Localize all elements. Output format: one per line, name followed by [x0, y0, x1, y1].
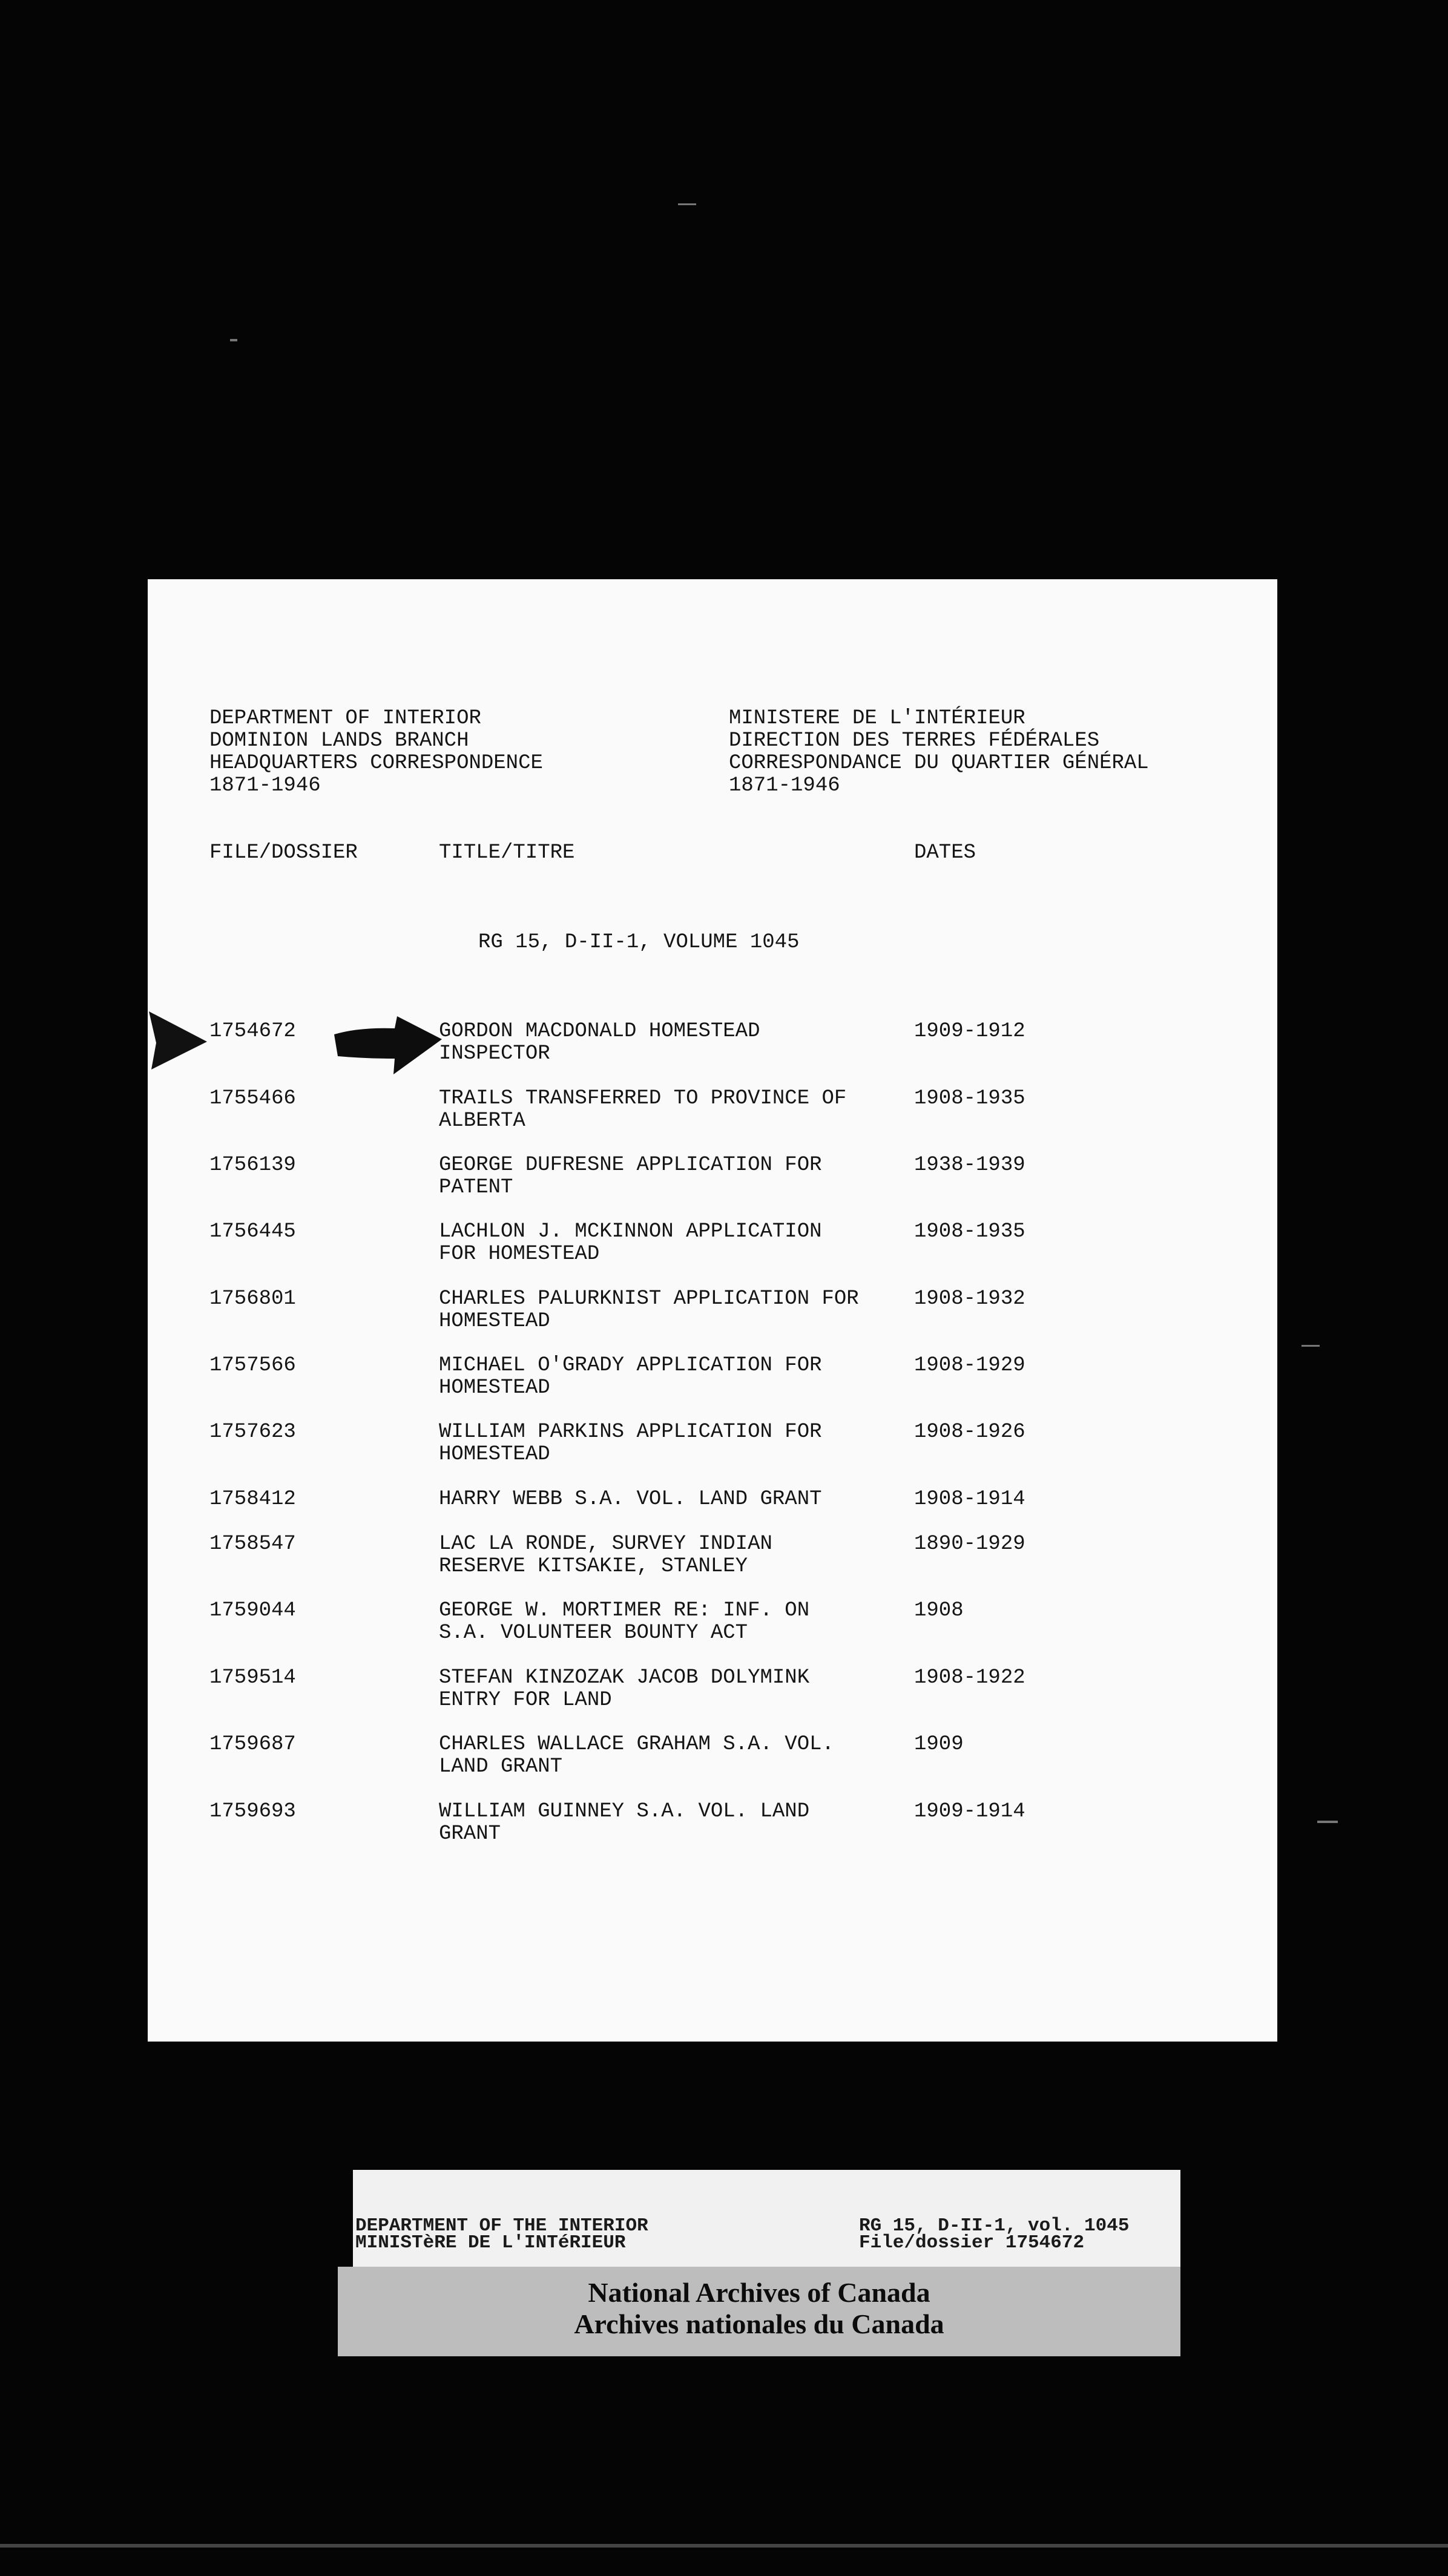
pointer-arrow-icon	[334, 1016, 443, 1077]
file-number: 1754672	[209, 1020, 296, 1043]
file-title	[439, 1154, 899, 1199]
file-number: 1758412	[209, 1488, 296, 1511]
file-dates: 1938-1939	[914, 1154, 1025, 1177]
film-speck	[678, 203, 696, 205]
file-title-line: LAND GRANT	[439, 1755, 563, 1778]
file-title	[439, 1733, 899, 1778]
document-page	[148, 579, 1277, 2042]
file-title	[439, 1533, 899, 1578]
file-number: 1758547	[209, 1533, 296, 1556]
file-title-line: S.A. VOLUNTEER BOUNTY ACT	[439, 1622, 748, 1644]
header-line: 1871-1946	[729, 774, 840, 797]
file-title-line: GORDON MACDONALD HOMESTEAD	[439, 1020, 760, 1043]
header-line: HEADQUARTERS CORRESPONDENCE	[209, 752, 543, 775]
column-header-title: TITLE/TITRE	[439, 841, 575, 864]
file-dates: 1908	[914, 1599, 964, 1622]
file-title-line: LAC LA RONDE, SURVEY INDIAN	[439, 1533, 772, 1556]
file-number: 1759687	[209, 1733, 296, 1756]
file-title	[439, 1355, 899, 1399]
archives-stamp	[338, 2267, 1180, 2356]
file-title-line: LACHLON J. MCKINNON APPLICATION	[439, 1220, 822, 1243]
header-line: DEPARTMENT OF INTERIOR	[209, 707, 481, 730]
file-number: 1756445	[209, 1220, 296, 1243]
label-department-en: DEPARTMENT OF THE INTERIOR	[355, 2215, 648, 2236]
file-title	[439, 1801, 899, 1845]
file-number: 1756139	[209, 1154, 296, 1177]
file-number: 1759514	[209, 1666, 296, 1689]
file-title	[439, 1488, 899, 1511]
archives-name-fr: Archives nationales du Canada	[574, 2308, 944, 2339]
file-title-line: HOMESTEAD	[439, 1443, 550, 1466]
header-french	[729, 708, 1149, 797]
file-title	[439, 1020, 899, 1065]
file-dates: 1909-1912	[914, 1020, 1025, 1043]
label-department-fr: MINISTèRE DE L'INTéRIEUR	[355, 2232, 626, 2253]
file-title-line: ENTRY FOR LAND	[439, 1689, 612, 1712]
file-title-line: CHARLES WALLACE GRAHAM S.A. VOL.	[439, 1733, 834, 1756]
file-title	[439, 1667, 899, 1712]
file-dates: 1908-1932	[914, 1287, 1025, 1310]
label-file-number: File/dossier 1754672	[859, 2232, 1085, 2253]
file-dates: 1890-1929	[914, 1533, 1025, 1556]
file-number: 1756801	[209, 1287, 296, 1310]
file-number: 1757566	[209, 1354, 296, 1377]
label-reference: RG 15, D-II-1, vol. 1045	[859, 2215, 1130, 2236]
file-title-line: INSPECTOR	[439, 1042, 550, 1065]
file-title-line: CHARLES PALURKNIST APPLICATION FOR	[439, 1287, 859, 1310]
file-number: 1759044	[209, 1599, 296, 1622]
film-speck	[230, 339, 237, 341]
file-title	[439, 1221, 899, 1266]
archives-name-en: National Archives of Canada	[588, 2277, 930, 2308]
column-header-file: FILE/DOSSIER	[209, 841, 358, 864]
header-line: CORRESPONDANCE DU QUARTIER GÉNÉRAL	[729, 752, 1149, 775]
file-title-line: GEORGE DUFRESNE APPLICATION FOR	[439, 1154, 822, 1177]
header-line: DOMINION LANDS BRANCH	[209, 729, 469, 752]
file-number: 1759693	[209, 1800, 296, 1823]
file-title-line: HOMESTEAD	[439, 1376, 550, 1399]
file-number: 1755466	[209, 1087, 296, 1110]
film-speck	[1317, 1821, 1338, 1823]
file-title-line: PATENT	[439, 1176, 513, 1199]
file-title-line: WILLIAM GUINNEY S.A. VOL. LAND	[439, 1800, 810, 1823]
header-english	[209, 708, 543, 797]
file-number: 1757623	[209, 1421, 296, 1444]
file-title-line: TRAILS TRANSFERRED TO PROVINCE OF	[439, 1087, 847, 1110]
file-title-line: HOMESTEAD	[439, 1310, 550, 1333]
file-title	[439, 1421, 899, 1466]
file-dates: 1908-1929	[914, 1354, 1025, 1377]
file-dates: 1908-1926	[914, 1421, 1025, 1444]
file-title-line: MICHAEL O'GRADY APPLICATION FOR	[439, 1354, 822, 1377]
header-line: 1871-1946	[209, 774, 321, 797]
file-dates: 1908-1935	[914, 1220, 1025, 1243]
file-dates: 1909-1914	[914, 1800, 1025, 1823]
file-title-line: ALBERTA	[439, 1109, 525, 1132]
file-title-line: STEFAN KINZOZAK JACOB DOLYMINK	[439, 1666, 810, 1689]
file-dates: 1908-1922	[914, 1666, 1025, 1689]
file-title	[439, 1288, 899, 1333]
film-speck	[1302, 1345, 1320, 1347]
file-title-line: FOR HOMESTEAD	[439, 1243, 600, 1266]
file-dates: 1908-1914	[914, 1488, 1025, 1511]
volume-heading: RG 15, D-II-1, VOLUME 1045	[478, 931, 800, 954]
file-dates: 1909	[914, 1733, 964, 1756]
header-line: MINISTERE DE L'INTÉRIEUR	[729, 707, 1025, 730]
film-edge	[0, 2544, 1448, 2548]
file-title	[439, 1088, 899, 1132]
column-header-dates: DATES	[914, 841, 976, 864]
file-title-line: GEORGE W. MORTIMER RE: INF. ON	[439, 1599, 810, 1622]
archive-label	[353, 2170, 1180, 2267]
file-title-line: GRANT	[439, 1822, 501, 1845]
file-title-line: WILLIAM PARKINS APPLICATION FOR	[439, 1421, 822, 1444]
header-line: DIRECTION DES TERRES FÉDÉRALES	[729, 729, 1100, 752]
file-dates: 1908-1935	[914, 1087, 1025, 1110]
pointer-arrow-icon	[148, 1007, 208, 1073]
file-title-line: HARRY WEBB S.A. VOL. LAND GRANT	[439, 1488, 822, 1511]
file-title-line: RESERVE KITSAKIE, STANLEY	[439, 1555, 748, 1578]
file-title	[439, 1600, 899, 1644]
